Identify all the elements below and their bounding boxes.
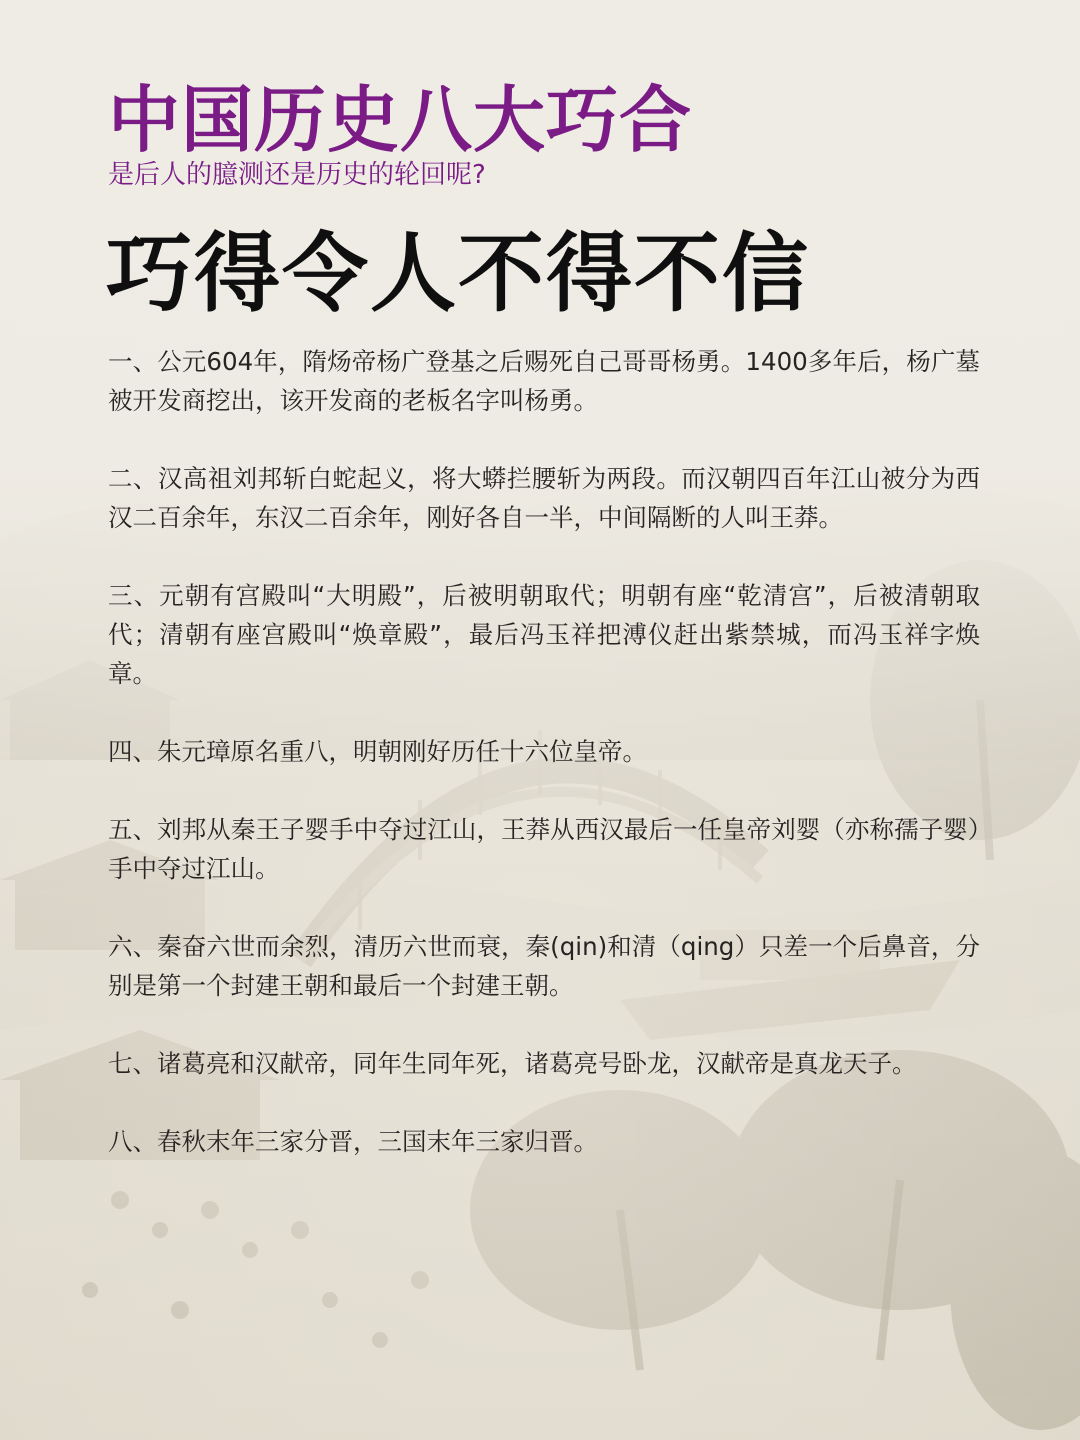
headline: 巧得令人不得不信 (106, 224, 810, 324)
list-item-6: 六、秦奋六世而余烈，清历六世而衰，秦(qin)和清（qing）只差一个后鼻音，分别是第一个封建王朝和最后一个封建王朝。 (108, 932, 980, 1000)
list-item-2: 二、汉高祖刘邦斩白蛇起义，将大蟒拦腰斩为两段。而汉朝四百年江山被分为西汉二百余年，东汉二百余年，刚好各自一半，中间隔断的人叫王莽。 (108, 464, 980, 532)
subtitle: 是后人的臆测还是历史的轮回呢? (108, 160, 486, 190)
list-item-1: 一、公元604年，隋炀帝杨广登基之后赐死自己哥哥杨勇。1400多年后，杨广墓被开发商挖出，该开发商的老板名字叫杨勇。 (108, 347, 980, 415)
list-item-3: 三、元朝有宫殿叫“大明殿”，后被明朝取代；明朝有座“乾清宫”，后被清朝取代；清朝有座宫殿叫“焕章殿”，最后冯玉祥把溥仪赶出紫禁城，而冯玉祥字焕章。 (108, 581, 980, 688)
main-title: 中国历史八大巧合 (108, 78, 693, 162)
list-item-7: 七、诸葛亮和汉献帝，同年生同年死，诸葛亮号卧龙，汉献帝是真龙天子。 (108, 1049, 917, 1078)
list-item-8: 八、春秋末年三家分晋，三国末年三家归晋。 (108, 1127, 598, 1156)
coincidence-list (108, 342, 980, 1200)
list-item-5: 五、刘邦从秦王子婴手中夺过江山，王莽从西汉最后一任皇帝刘婴（亦称孺子婴）手中夺过江山。 (108, 815, 980, 883)
list-item-4: 四、朱元璋原名重八，明朝刚好历任十六位皇帝。 (108, 737, 647, 766)
